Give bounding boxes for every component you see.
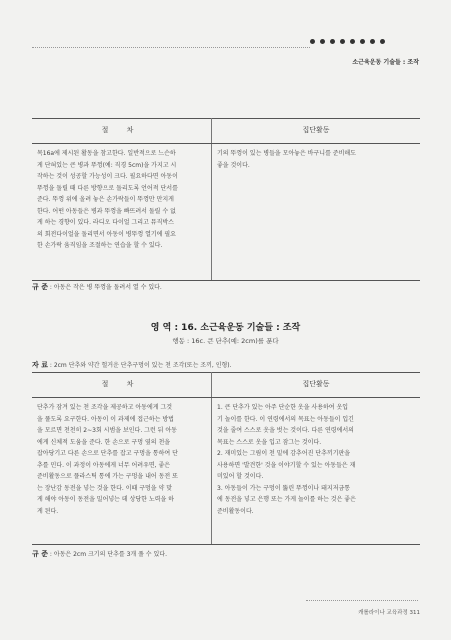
text-line: 좋을 것이다. — [217, 161, 250, 169]
procedure-header: 절 차 — [32, 373, 212, 398]
text-line: 게 된다. — [37, 507, 59, 515]
text-line: 목표는 스스로 옷을 입고 잠그는 것이다. — [217, 438, 322, 446]
text-line: 기 놀이를 한다. 이 연령에서의 목표는 아동들이 입긴 — [217, 415, 354, 423]
materials-label: 자 료 — [32, 361, 48, 369]
text-line: 작하는 것이 성공할 가능성이 크다. 필요하다면 아동이 — [37, 173, 178, 180]
criterion-text: : 아동은 작은 병 뚜껑을 돌려서 열 수 있다. — [49, 284, 162, 291]
procedure-table-2 — [32, 372, 420, 545]
procedure-cell — [32, 144, 212, 281]
text-line: 단추가 잠겨 있는 천 조각을 제공하고 아동에게 그것 — [37, 404, 173, 411]
text-line: 한 손가락 움직임을 조절하는 연습을 할 수 있다. — [37, 242, 163, 249]
text-line: 한다. 어떤 아동들은 병과 뚜껑을 빠뜨려서 돌릴 수 없 — [37, 207, 176, 215]
table-row — [32, 398, 420, 545]
footer-divider — [306, 600, 418, 601]
text-line: 준비활동으로 플라스틱 통에 가는 구멍을 내어 동전 또 — [37, 473, 178, 480]
header-dots — [310, 39, 385, 44]
text-line: 을 풀도록 요구한다. 아동이 이 과제에 접근하는 방법 — [37, 415, 174, 423]
procedure-header: 절 차 — [32, 119, 212, 144]
table-row — [32, 144, 420, 281]
group-activity-header: 집단활동 — [212, 119, 421, 144]
text-line: 사용하면 '발견한' 것을 이야기할 수 있는 아동들은 재 — [217, 461, 356, 469]
text-line: 미있어 할 것이다. — [217, 473, 264, 480]
group-activity-header: 집단활동 — [212, 373, 421, 398]
criterion-note-1 — [32, 282, 162, 292]
text-line: 게 해야 아동이 동전을 밀어넣는 데 상당한 노력을 하 — [37, 496, 174, 503]
procedure-cell — [32, 398, 212, 545]
text-line: 에 동전을 넣고 은행 또는 가게 놀이를 하는 것은 좋은 — [217, 496, 356, 503]
table-header-row — [32, 373, 420, 398]
running-header: 소근육운동 기술들 : 조작 — [352, 59, 419, 66]
text-line: 는 장난감 동전을 넣는 것을 한다. 이때 구멍을 약 맞 — [37, 484, 172, 492]
text-line: 목16a에 제시된 활동을 참고한다. 일반적으로 느슨하 — [37, 150, 176, 157]
group-activity-cell — [212, 398, 421, 545]
text-line: 게 하는 경향이 있다. 라디오 다이얼 그리고 뮤직박스 — [37, 219, 174, 226]
procedure-table-1 — [32, 118, 420, 281]
section-title: 영 역 : 16. 소근육운동 기술들 : 조작 — [150, 323, 301, 333]
page-footer: 캐롤라이나 교육과정 311 — [358, 610, 420, 616]
text-line: 을 모르면 천천히 2∼3회 시범을 보인다. 그런 뒤 아동 — [37, 427, 177, 434]
group-activity-cell — [212, 144, 421, 281]
text-line: 에게 신체적 도움을 준다. 한 손으로 구멍 옆의 천을 — [37, 438, 171, 446]
text-line: 추를 민다. 이 과정이 아동에게 너무 어려우면, 좋은 — [37, 461, 171, 469]
text-line: 의 회전다이얼을 돌리면서 아동이 병뚜껑 열기에 필요 — [37, 230, 176, 238]
header-divider — [32, 47, 310, 48]
text-line: 준다. 뚜껑 위에 올려 놓은 손가락들이 뚜껑만 만지게 — [37, 196, 174, 203]
text-line: 것을 줄여 스스로 옷을 벗는 것이다. 다른 연령에서의 — [217, 427, 354, 434]
behavior-subtitle: 행동 : 16c. 큰 단추(예: 2cm)를 푼다 — [172, 337, 279, 345]
text-line: 잡아당기고 다른 손으로 단추를 잡고 구멍을 통하여 단 — [37, 450, 178, 457]
criterion-label: 규 준 — [32, 550, 48, 558]
criterion-text: : 아동은 2cm 크기의 단추를 3개 풀 수 있다. — [49, 551, 167, 558]
text-line: 기의 뚜껑이 있는 병들을 모아놓은 바구니를 준비해도 — [217, 150, 356, 157]
text-line: 2. 재미있는 그림이 천 밑에 감추어진 단추끼기판을 — [217, 450, 351, 457]
materials-line — [32, 360, 232, 370]
criterion-note-2 — [32, 549, 167, 559]
materials-text: : 2cm 단추와 약간 헐거운 단추구멍이 있는 천 조각(또는 조끼, 인형). — [49, 362, 232, 369]
text-line: 뚜껑을 돌릴 때 다른 방향으로 돌리도록 언어적 단서를 — [37, 184, 178, 192]
text-line: 게 단혀있는 큰 병과 뚜껑(예: 직경 5cm)을 가지고 시 — [37, 161, 177, 169]
criterion-label: 규 준 — [32, 283, 48, 291]
text-line: 준비활동이다. — [217, 507, 254, 515]
text-line: 1. 큰 단추가 있는 아주 단순한 옷을 사용하여 옷입 — [217, 404, 349, 411]
text-line: 3. 아동들이 가는 구멍이 뚫린 뚜껑이나 돼지저금통 — [217, 484, 351, 492]
table-header-row — [32, 119, 420, 144]
